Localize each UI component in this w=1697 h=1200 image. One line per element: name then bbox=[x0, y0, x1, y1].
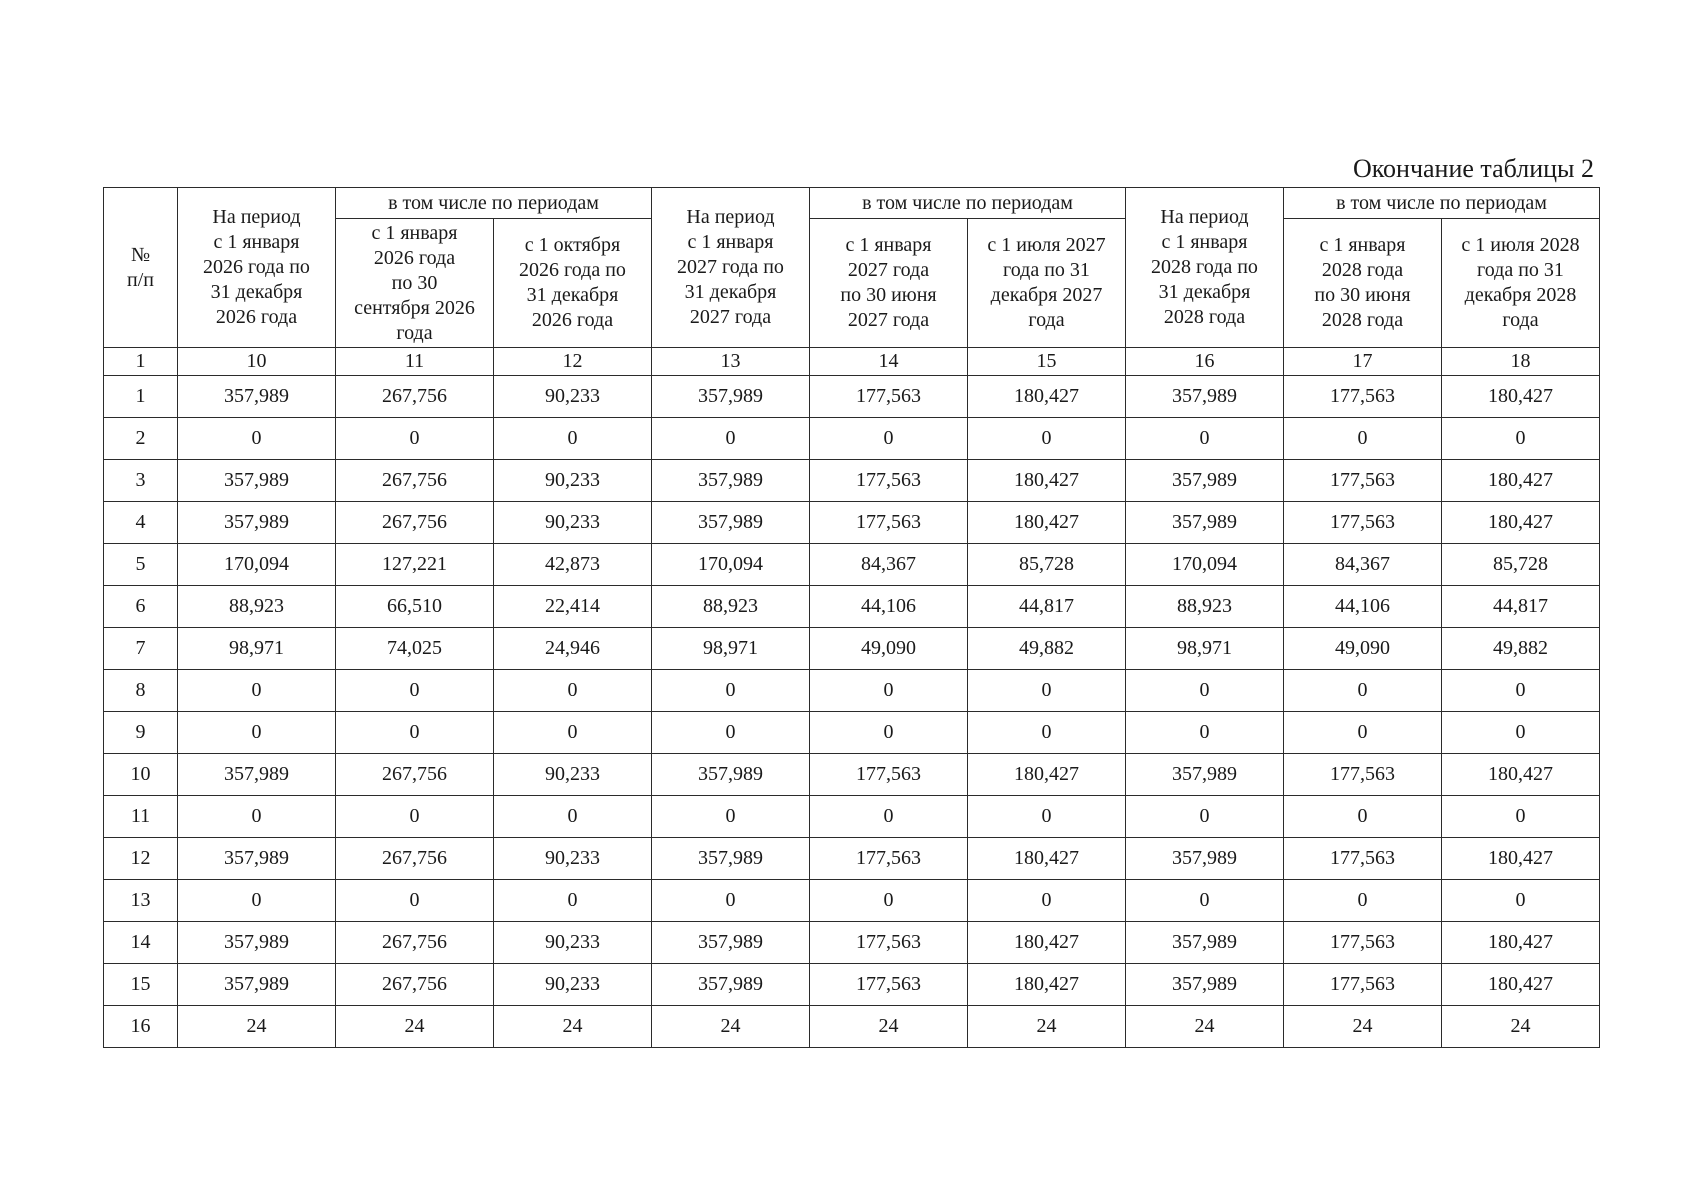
value-cell: 357,989 bbox=[652, 964, 810, 1006]
value-cell: 49,090 bbox=[810, 628, 968, 670]
value-cell: 0 bbox=[178, 670, 336, 712]
value-cell: 66,510 bbox=[336, 586, 494, 628]
value-cell: 24 bbox=[1442, 1006, 1600, 1048]
value-cell: 180,427 bbox=[1442, 838, 1600, 880]
header-2026-q4: с 1 октября 2026 года по 31 декабря 2026 года bbox=[494, 219, 652, 348]
table-row bbox=[104, 838, 1600, 880]
value-cell: 177,563 bbox=[1284, 838, 1442, 880]
value-cell: 0 bbox=[652, 670, 810, 712]
value-cell: 180,427 bbox=[968, 460, 1126, 502]
value-cell: 177,563 bbox=[810, 922, 968, 964]
value-cell: 0 bbox=[336, 880, 494, 922]
value-cell: 177,563 bbox=[1284, 922, 1442, 964]
value-cell: 0 bbox=[968, 880, 1126, 922]
value-cell: 24 bbox=[652, 1006, 810, 1048]
column-number: 12 bbox=[494, 348, 652, 376]
table-row bbox=[104, 586, 1600, 628]
table-row bbox=[104, 544, 1600, 586]
value-cell: 0 bbox=[652, 796, 810, 838]
value-cell: 24 bbox=[810, 1006, 968, 1048]
value-cell: 0 bbox=[178, 880, 336, 922]
value-cell: 0 bbox=[336, 796, 494, 838]
table-row bbox=[104, 754, 1600, 796]
row-number-cell: 13 bbox=[104, 880, 178, 922]
value-cell: 267,756 bbox=[336, 838, 494, 880]
value-cell: 177,563 bbox=[1284, 460, 1442, 502]
row-number-cell: 16 bbox=[104, 1006, 178, 1048]
header-number-column: № п/п bbox=[104, 188, 178, 348]
value-cell: 22,414 bbox=[494, 586, 652, 628]
data-table bbox=[103, 187, 1600, 1048]
header-period-2026: На период с 1 января 2026 года по 31 декабря 2026 года bbox=[178, 188, 336, 348]
value-cell: 90,233 bbox=[494, 460, 652, 502]
value-cell: 88,923 bbox=[652, 586, 810, 628]
value-cell: 0 bbox=[494, 418, 652, 460]
value-cell: 0 bbox=[1126, 712, 1284, 754]
value-cell: 170,094 bbox=[178, 544, 336, 586]
value-cell: 0 bbox=[810, 880, 968, 922]
value-cell: 170,094 bbox=[1126, 544, 1284, 586]
value-cell: 357,989 bbox=[652, 922, 810, 964]
value-cell: 357,989 bbox=[178, 460, 336, 502]
value-cell: 267,756 bbox=[336, 460, 494, 502]
value-cell: 0 bbox=[494, 712, 652, 754]
value-cell: 0 bbox=[1284, 712, 1442, 754]
value-cell: 88,923 bbox=[178, 586, 336, 628]
column-number: 17 bbox=[1284, 348, 1442, 376]
value-cell: 24,946 bbox=[494, 628, 652, 670]
value-cell: 24 bbox=[1284, 1006, 1442, 1048]
table-row bbox=[104, 1006, 1600, 1048]
value-cell: 177,563 bbox=[1284, 502, 1442, 544]
row-number-cell: 14 bbox=[104, 922, 178, 964]
value-cell: 85,728 bbox=[1442, 544, 1600, 586]
value-cell: 357,989 bbox=[1126, 754, 1284, 796]
column-number: 18 bbox=[1442, 348, 1600, 376]
value-cell: 0 bbox=[968, 670, 1126, 712]
value-cell: 180,427 bbox=[1442, 376, 1600, 418]
value-cell: 24 bbox=[494, 1006, 652, 1048]
value-cell: 177,563 bbox=[810, 754, 968, 796]
value-cell: 0 bbox=[968, 418, 1126, 460]
value-cell: 84,367 bbox=[810, 544, 968, 586]
value-cell: 357,989 bbox=[652, 460, 810, 502]
value-cell: 0 bbox=[494, 670, 652, 712]
row-number-cell: 5 bbox=[104, 544, 178, 586]
header-2027-h1: с 1 января 2027 года по 30 июня 2027 года bbox=[810, 219, 968, 348]
value-cell: 357,989 bbox=[1126, 922, 1284, 964]
value-cell: 357,989 bbox=[652, 376, 810, 418]
row-number-cell: 4 bbox=[104, 502, 178, 544]
value-cell: 44,817 bbox=[968, 586, 1126, 628]
value-cell: 357,989 bbox=[178, 964, 336, 1006]
value-cell: 180,427 bbox=[1442, 502, 1600, 544]
header-2028-h2: с 1 июля 2028 года по 31 декабря 2028 года bbox=[1442, 219, 1600, 348]
value-cell: 180,427 bbox=[968, 922, 1126, 964]
value-cell: 357,989 bbox=[178, 754, 336, 796]
value-cell: 0 bbox=[810, 712, 968, 754]
value-cell: 180,427 bbox=[968, 502, 1126, 544]
value-cell: 177,563 bbox=[810, 838, 968, 880]
table-row bbox=[104, 418, 1600, 460]
value-cell: 127,221 bbox=[336, 544, 494, 586]
value-cell: 177,563 bbox=[1284, 376, 1442, 418]
value-cell: 0 bbox=[336, 712, 494, 754]
table-row bbox=[104, 670, 1600, 712]
column-number: 11 bbox=[336, 348, 494, 376]
value-cell: 180,427 bbox=[1442, 754, 1600, 796]
value-cell: 177,563 bbox=[810, 502, 968, 544]
value-cell: 42,873 bbox=[494, 544, 652, 586]
value-cell: 90,233 bbox=[494, 754, 652, 796]
table-row bbox=[104, 922, 1600, 964]
table-row bbox=[104, 880, 1600, 922]
value-cell: 180,427 bbox=[1442, 460, 1600, 502]
value-cell: 0 bbox=[178, 712, 336, 754]
column-number: 15 bbox=[968, 348, 1126, 376]
value-cell: 357,989 bbox=[1126, 964, 1284, 1006]
value-cell: 0 bbox=[1126, 418, 1284, 460]
row-number-cell: 2 bbox=[104, 418, 178, 460]
value-cell: 177,563 bbox=[1284, 964, 1442, 1006]
value-cell: 90,233 bbox=[494, 838, 652, 880]
value-cell: 170,094 bbox=[652, 544, 810, 586]
value-cell: 0 bbox=[1284, 418, 1442, 460]
column-number: 10 bbox=[178, 348, 336, 376]
column-number: 14 bbox=[810, 348, 968, 376]
column-number-row bbox=[104, 348, 1600, 376]
value-cell: 24 bbox=[1126, 1006, 1284, 1048]
value-cell: 177,563 bbox=[810, 376, 968, 418]
header-period-2027: На период с 1 января 2027 года по 31 декабря 2027 года bbox=[652, 188, 810, 348]
value-cell: 98,971 bbox=[178, 628, 336, 670]
header-period-2028: На период с 1 января 2028 года по 31 декабря 2028 года bbox=[1126, 188, 1284, 348]
value-cell: 0 bbox=[1126, 670, 1284, 712]
value-cell: 357,989 bbox=[652, 754, 810, 796]
value-cell: 0 bbox=[1442, 712, 1600, 754]
value-cell: 0 bbox=[178, 418, 336, 460]
header-2027-h2: с 1 июля 2027 года по 31 декабря 2027 года bbox=[968, 219, 1126, 348]
value-cell: 0 bbox=[494, 796, 652, 838]
value-cell: 177,563 bbox=[810, 964, 968, 1006]
value-cell: 357,989 bbox=[652, 838, 810, 880]
row-number-cell: 12 bbox=[104, 838, 178, 880]
column-number: 13 bbox=[652, 348, 810, 376]
value-cell: 90,233 bbox=[494, 964, 652, 1006]
table-row bbox=[104, 712, 1600, 754]
table-row bbox=[104, 628, 1600, 670]
value-cell: 49,882 bbox=[968, 628, 1126, 670]
value-cell: 90,233 bbox=[494, 376, 652, 418]
column-number: 1 bbox=[104, 348, 178, 376]
value-cell: 267,756 bbox=[336, 502, 494, 544]
value-cell: 0 bbox=[1126, 796, 1284, 838]
value-cell: 0 bbox=[336, 670, 494, 712]
value-cell: 0 bbox=[1442, 670, 1600, 712]
header-2026-q1-q3: с 1 января 2026 года по 30 сентября 2026 года bbox=[336, 219, 494, 348]
value-cell: 24 bbox=[178, 1006, 336, 1048]
value-cell: 0 bbox=[1284, 880, 1442, 922]
table-row bbox=[104, 502, 1600, 544]
value-cell: 88,923 bbox=[1126, 586, 1284, 628]
value-cell: 357,989 bbox=[178, 922, 336, 964]
table-row bbox=[104, 964, 1600, 1006]
value-cell: 357,989 bbox=[178, 502, 336, 544]
value-cell: 357,989 bbox=[1126, 838, 1284, 880]
header-subperiods-2027: в том числе по периодам bbox=[810, 188, 1126, 219]
value-cell: 49,090 bbox=[1284, 628, 1442, 670]
value-cell: 49,882 bbox=[1442, 628, 1600, 670]
value-cell: 0 bbox=[1442, 880, 1600, 922]
row-number-cell: 1 bbox=[104, 376, 178, 418]
value-cell: 0 bbox=[336, 418, 494, 460]
value-cell: 357,989 bbox=[178, 838, 336, 880]
table-row bbox=[104, 376, 1600, 418]
value-cell: 0 bbox=[652, 712, 810, 754]
value-cell: 0 bbox=[810, 670, 968, 712]
value-cell: 357,989 bbox=[1126, 460, 1284, 502]
value-cell: 357,989 bbox=[1126, 502, 1284, 544]
value-cell: 180,427 bbox=[1442, 964, 1600, 1006]
value-cell: 90,233 bbox=[494, 502, 652, 544]
row-number-cell: 8 bbox=[104, 670, 178, 712]
value-cell: 85,728 bbox=[968, 544, 1126, 586]
value-cell: 24 bbox=[336, 1006, 494, 1048]
value-cell: 98,971 bbox=[652, 628, 810, 670]
value-cell: 0 bbox=[810, 796, 968, 838]
value-cell: 0 bbox=[810, 418, 968, 460]
table-body bbox=[104, 376, 1600, 1048]
row-number-cell: 6 bbox=[104, 586, 178, 628]
value-cell: 267,756 bbox=[336, 754, 494, 796]
table-row bbox=[104, 460, 1600, 502]
row-number-cell: 15 bbox=[104, 964, 178, 1006]
table-caption: Окончание таблицы 2 bbox=[1352, 154, 1594, 183]
value-cell: 0 bbox=[494, 880, 652, 922]
value-cell: 44,106 bbox=[810, 586, 968, 628]
value-cell: 180,427 bbox=[968, 754, 1126, 796]
value-cell: 357,989 bbox=[178, 376, 336, 418]
header-2028-h1: с 1 января 2028 года по 30 июня 2028 года bbox=[1284, 219, 1442, 348]
value-cell: 0 bbox=[968, 712, 1126, 754]
value-cell: 357,989 bbox=[1126, 376, 1284, 418]
value-cell: 90,233 bbox=[494, 922, 652, 964]
value-cell: 0 bbox=[652, 418, 810, 460]
value-cell: 84,367 bbox=[1284, 544, 1442, 586]
value-cell: 98,971 bbox=[1126, 628, 1284, 670]
value-cell: 0 bbox=[1442, 418, 1600, 460]
column-number: 16 bbox=[1126, 348, 1284, 376]
value-cell: 0 bbox=[1284, 670, 1442, 712]
value-cell: 0 bbox=[652, 880, 810, 922]
header-subperiods-2026: в том числе по периодам bbox=[336, 188, 652, 219]
value-cell: 24 bbox=[968, 1006, 1126, 1048]
value-cell: 180,427 bbox=[968, 376, 1126, 418]
row-number-cell: 11 bbox=[104, 796, 178, 838]
value-cell: 267,756 bbox=[336, 376, 494, 418]
row-number-cell: 3 bbox=[104, 460, 178, 502]
value-cell: 180,427 bbox=[968, 838, 1126, 880]
header-subperiods-2028: в том числе по периодам bbox=[1284, 188, 1600, 219]
value-cell: 44,817 bbox=[1442, 586, 1600, 628]
row-number-cell: 7 bbox=[104, 628, 178, 670]
row-number-cell: 9 bbox=[104, 712, 178, 754]
value-cell: 267,756 bbox=[336, 922, 494, 964]
value-cell: 0 bbox=[1284, 796, 1442, 838]
value-cell: 0 bbox=[178, 796, 336, 838]
value-cell: 357,989 bbox=[652, 502, 810, 544]
row-number-cell: 10 bbox=[104, 754, 178, 796]
value-cell: 177,563 bbox=[1284, 754, 1442, 796]
value-cell: 267,756 bbox=[336, 964, 494, 1006]
value-cell: 180,427 bbox=[1442, 922, 1600, 964]
value-cell: 0 bbox=[1126, 880, 1284, 922]
value-cell: 0 bbox=[968, 796, 1126, 838]
header-row-groups bbox=[104, 188, 1600, 219]
value-cell: 180,427 bbox=[968, 964, 1126, 1006]
table-row bbox=[104, 796, 1600, 838]
value-cell: 0 bbox=[1442, 796, 1600, 838]
value-cell: 44,106 bbox=[1284, 586, 1442, 628]
value-cell: 177,563 bbox=[810, 460, 968, 502]
value-cell: 74,025 bbox=[336, 628, 494, 670]
